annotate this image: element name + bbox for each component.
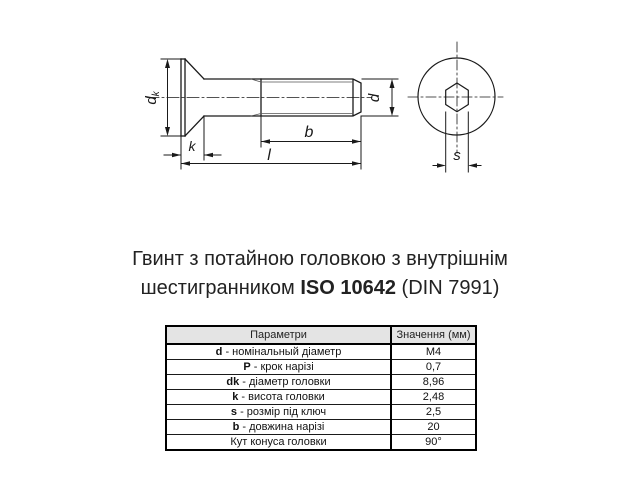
- table-row: [166, 375, 476, 390]
- param-b: [166, 420, 391, 435]
- param-key: P: [243, 360, 251, 373]
- param-p: [166, 360, 391, 375]
- table-header-row: [166, 326, 476, 344]
- param-desc: - висота головки: [238, 390, 325, 403]
- param-cone-angle: [166, 435, 391, 451]
- centerlines-end: [408, 42, 503, 153]
- l-label: l: [267, 147, 271, 164]
- value-dk: 8,96: [391, 375, 476, 390]
- table-row: [166, 344, 476, 360]
- value-b: 20: [391, 420, 476, 435]
- dk-label: $d_k$: [143, 91, 162, 105]
- title-line-2-prefix: шестигранником: [140, 277, 301, 299]
- end-view: [418, 58, 495, 135]
- dimension-lines: [161, 59, 398, 169]
- d-label: d: [366, 93, 383, 103]
- param-desc: - розмір під ключ: [237, 405, 327, 418]
- param-s: [166, 405, 391, 420]
- value-d: M4: [391, 344, 476, 360]
- head-circle: [418, 58, 495, 135]
- param-k: [166, 390, 391, 405]
- value-k: 2,48: [391, 390, 476, 405]
- header-parameters: Параметри: [166, 326, 391, 344]
- param-d: [166, 344, 391, 360]
- title-standard-iso: ISO 10642: [300, 277, 396, 299]
- b-label: b: [304, 124, 314, 141]
- product-title: [0, 245, 640, 303]
- table-row: [166, 390, 476, 405]
- s-label: s: [453, 147, 461, 164]
- title-line-1: Гвинт з потайною головкою з внутрішнім: [132, 248, 508, 270]
- table-row: [166, 435, 476, 451]
- param-desc: - довжина нарізі: [239, 420, 325, 433]
- param-desc: - номінальный діаметр: [222, 345, 342, 358]
- param-key: s: [230, 405, 238, 418]
- title-line-2: [0, 274, 640, 303]
- param-desc: Кут конуса головки: [230, 435, 327, 448]
- value-cone-angle: 90°: [391, 435, 476, 451]
- value-s: 2,5: [391, 405, 476, 420]
- header-value-mm: Значення (мм): [391, 326, 476, 344]
- param-desc: - діаметр головки: [239, 375, 331, 388]
- param-desc: - крок нарізі: [250, 360, 314, 373]
- param-key: d: [215, 345, 223, 358]
- title-standard-din: (DIN 7991): [395, 277, 500, 299]
- table-row: [166, 360, 476, 375]
- param-key: b: [232, 420, 240, 433]
- param-key: dk: [226, 375, 240, 388]
- table-row: [166, 405, 476, 420]
- parameters-table: [165, 325, 477, 451]
- value-p: 0,7: [391, 360, 476, 375]
- param-key: k: [232, 390, 239, 403]
- param-dk: [166, 375, 391, 390]
- table-row: [166, 420, 476, 435]
- k-label: k: [188, 138, 196, 154]
